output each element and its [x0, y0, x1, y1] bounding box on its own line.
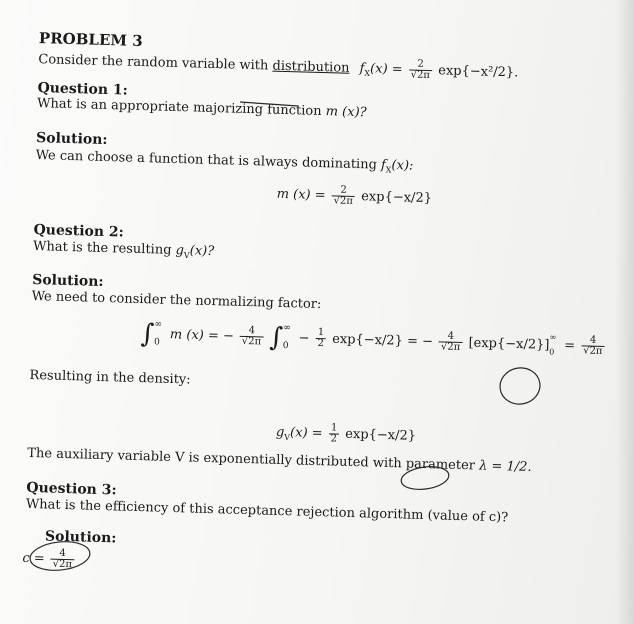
intro-text: Consider the random variable with: [38, 52, 269, 74]
q2-tail: (x)?: [189, 243, 215, 260]
pdf-tail: exp{−x²/2}.: [438, 63, 519, 81]
bracket-term: [exp{−x/2}]: [468, 335, 550, 353]
frac-2-den: 2: [317, 338, 325, 350]
q3-label: Question 3:: [26, 479, 117, 499]
frac-1-num: 4: [240, 326, 264, 338]
pdf-lhs: f: [359, 61, 365, 77]
lambda-value: λ = 1/2.: [478, 458, 532, 476]
g-arg: (x) =: [289, 425, 323, 442]
c-num: 4: [51, 549, 75, 561]
pdf-sub: X: [364, 68, 371, 78]
int-mid: −: [298, 330, 310, 347]
c-lhs: c =: [22, 550, 45, 567]
frac-3-den: √2π: [440, 341, 461, 354]
s1-label: Solution:: [35, 130, 108, 149]
circled-den: √2π: [582, 345, 603, 358]
q1-label: Question 1:: [37, 80, 128, 99]
q1-math: m (x)?: [325, 104, 367, 121]
q3-text: What is the efficiency of this acceptance rejection algorithm (value of c)?: [25, 496, 509, 526]
c-den: √2π: [52, 558, 73, 571]
frac-3-num: 4: [439, 332, 463, 344]
final-equals: =: [564, 338, 576, 354]
page-edge-shadow: [616, 0, 634, 624]
resulting-text: Resulting in the density:: [29, 367, 191, 388]
s1-tail: (x):: [391, 157, 414, 174]
s1-eq-num: 2: [332, 185, 356, 197]
g-tail: exp{−x/2}: [345, 426, 417, 444]
int-body-2: exp{−x/2} = −: [331, 331, 434, 350]
int-upper-2: ∞: [283, 323, 291, 334]
pdf-num: 2: [409, 59, 433, 71]
frac-1-den: √2π: [241, 336, 262, 348]
br-lower: 0: [549, 347, 555, 357]
s1-eq-den: √2π: [333, 195, 354, 207]
underline-mark: [240, 102, 298, 106]
circle-mark-c: [29, 539, 92, 573]
integral-sign-2: ∫: [269, 322, 284, 353]
int-upper-1: ∞: [154, 319, 163, 330]
q2-sub: V: [183, 250, 190, 260]
g-num: 1: [329, 423, 340, 434]
g-lhs: g: [275, 424, 285, 441]
s2-label: Solution:: [31, 272, 104, 290]
int-lower-2: 0: [282, 340, 289, 352]
g-sub: V: [284, 432, 291, 442]
problem-title: PROBLEM 3: [38, 29, 143, 50]
q1-sentence: What is an appropriate majorizing function: [36, 96, 322, 120]
s1-sub: X: [385, 165, 392, 175]
circled-num: 4: [581, 336, 605, 348]
s1-math: f: [380, 157, 387, 173]
intro-underlined-word: distribution: [272, 58, 350, 76]
int-lower-1: 0: [153, 337, 160, 348]
frac-2-num: 1: [316, 328, 327, 339]
q2-sentence: What is the resulting: [32, 239, 172, 258]
pdf-arg: (x) =: [369, 61, 403, 78]
circle-mark-lambda: [400, 464, 451, 492]
s1-eq-tail: exp{−x/2}: [361, 189, 433, 207]
q2-label: Question 2:: [33, 222, 125, 241]
integral-sign-1: ∫: [140, 318, 155, 350]
pdf-den: √2π: [410, 69, 431, 82]
circle-mark-result: [497, 365, 543, 407]
aux-sentence: The auxiliary variable V is exponentially distributed with parameter: [27, 445, 476, 474]
q2-math: g: [175, 243, 185, 259]
s3-label: Solution:: [44, 528, 117, 547]
s1-sentence: We can choose a function that is always dominating: [35, 148, 378, 173]
s1-eq-lhs: m (x) =: [276, 186, 326, 204]
int-body: m (x) = −: [169, 327, 235, 345]
br-upper: ∞: [549, 332, 557, 342]
g-den: 2: [330, 433, 338, 445]
s2-text: We need to consider the normalizing factor:: [31, 289, 322, 313]
